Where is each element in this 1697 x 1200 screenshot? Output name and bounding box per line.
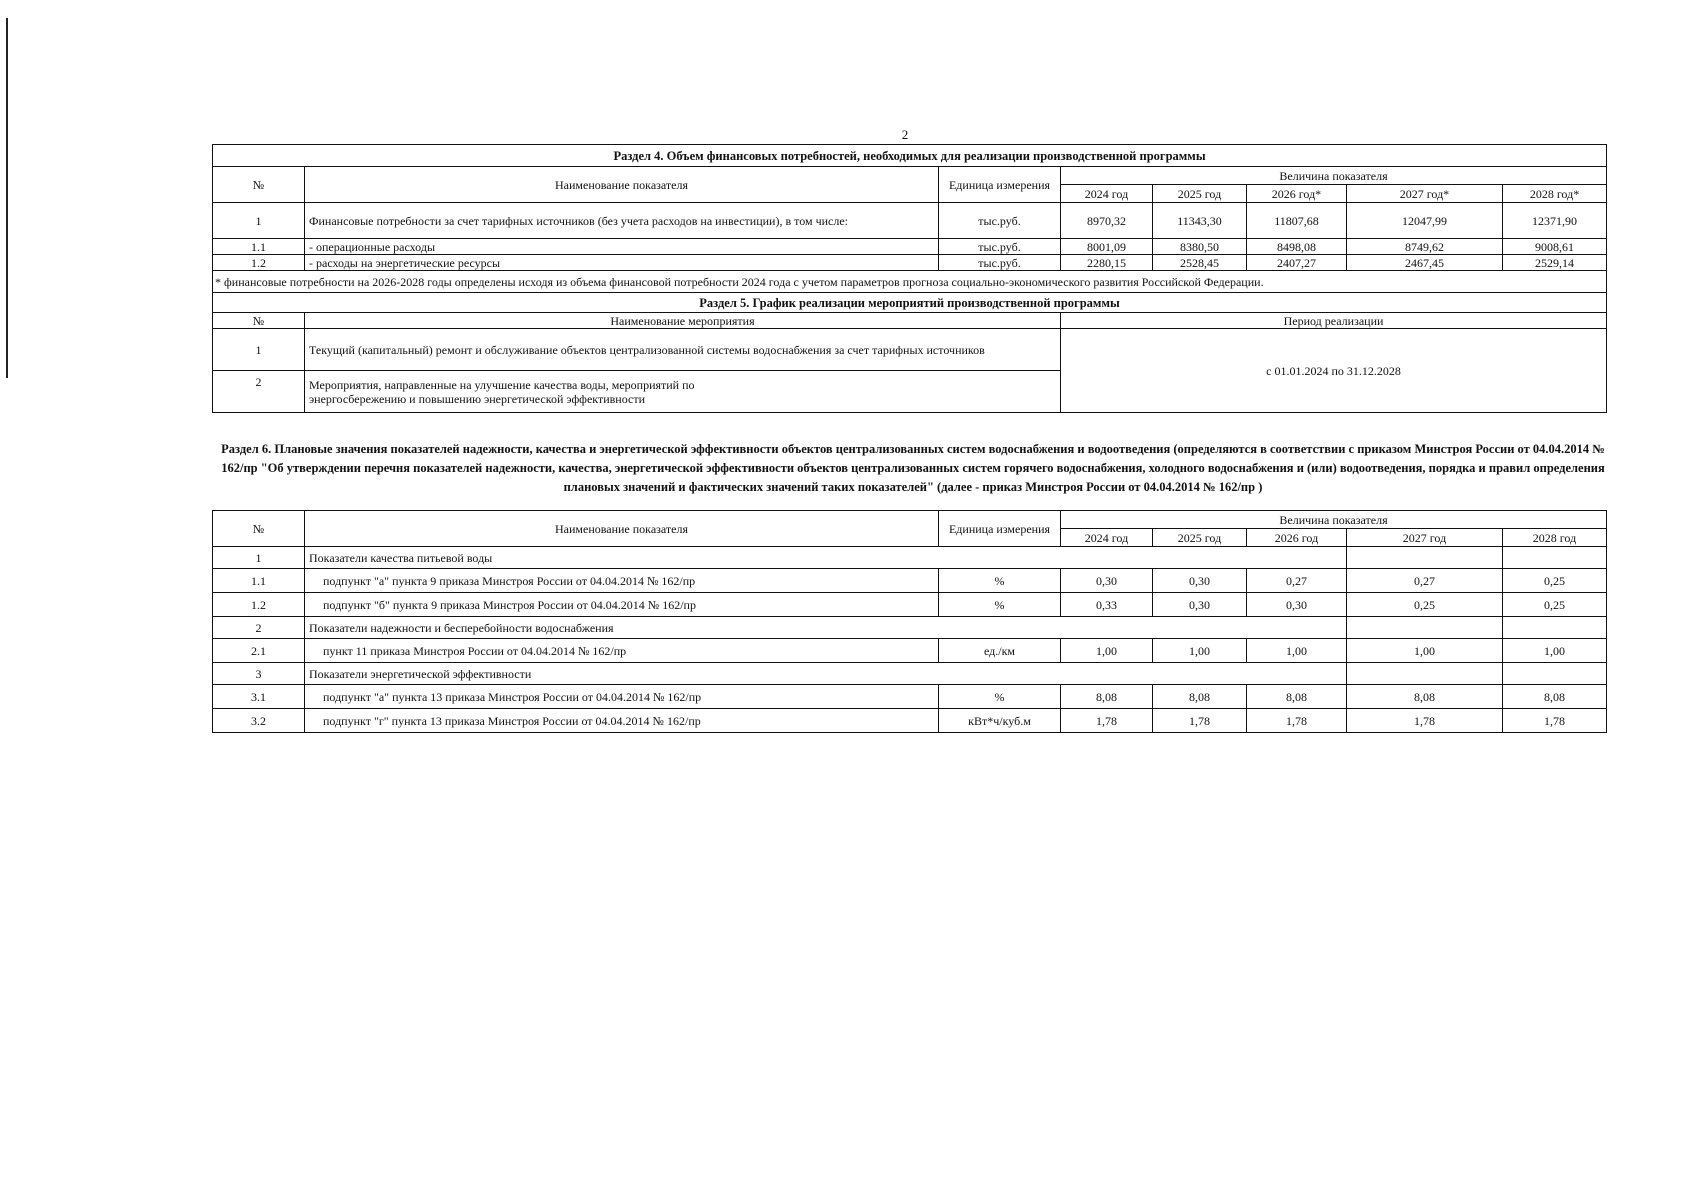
row-value: 11807,68 xyxy=(1247,203,1347,239)
row-num: 1 xyxy=(213,203,305,239)
section4-year: 2024 год xyxy=(1061,185,1153,203)
empty-cell xyxy=(1347,617,1503,639)
empty-cell xyxy=(1347,547,1503,569)
group-row xyxy=(213,663,1607,685)
section4-year: 2028 год* xyxy=(1503,185,1607,203)
row-value: 2528,45 xyxy=(1153,255,1247,271)
group-name: Показатели надежности и бесперебойности водоснабжения xyxy=(305,617,1347,639)
row-value: 0,27 xyxy=(1247,569,1347,593)
row-num: 1 xyxy=(213,329,305,371)
row-value: 1,78 xyxy=(1061,709,1153,733)
section6-year: 2026 год xyxy=(1247,529,1347,547)
row-value: 2407,27 xyxy=(1247,255,1347,271)
table-row xyxy=(213,239,1607,255)
section5-header-name: Наименование мероприятия xyxy=(305,313,1061,329)
row-unit: % xyxy=(939,593,1061,617)
group-name: Показатели энергетической эффективности xyxy=(305,663,1347,685)
empty-cell xyxy=(1503,663,1607,685)
row-name: подпункт "а" пункта 9 приказа Минстроя России от 04.04.2014 № 162/пр xyxy=(305,569,939,593)
row-value: 0,33 xyxy=(1061,593,1153,617)
empty-cell xyxy=(1503,547,1607,569)
row-unit: тыс.руб. xyxy=(939,203,1061,239)
row-num: 2 xyxy=(213,371,305,413)
section4-year: 2027 год* xyxy=(1347,185,1503,203)
row-value: 8380,50 xyxy=(1153,239,1247,255)
row-value: 0,30 xyxy=(1153,593,1247,617)
row-num: 3.2 xyxy=(213,709,305,733)
group-row xyxy=(213,617,1607,639)
table-row xyxy=(213,639,1607,663)
group-num: 3 xyxy=(213,663,305,685)
section6-header-name: Наименование показателя xyxy=(305,511,939,547)
row-unit: ед./км xyxy=(939,639,1061,663)
row-value: 1,00 xyxy=(1247,639,1347,663)
group-num: 1 xyxy=(213,547,305,569)
section4-header-name: Наименование показателя xyxy=(305,167,939,203)
row-value: 1,78 xyxy=(1153,709,1247,733)
row-unit: тыс.руб. xyxy=(939,239,1061,255)
group-row xyxy=(213,547,1607,569)
row-num: 2.1 xyxy=(213,639,305,663)
row-value: 2467,45 xyxy=(1347,255,1503,271)
row-value: 1,00 xyxy=(1153,639,1247,663)
row-name: - операционные расходы xyxy=(305,239,939,255)
row-value: 0,25 xyxy=(1503,593,1607,617)
row-name: пункт 11 приказа Минстроя России от 04.04.2014 № 162/пр xyxy=(305,639,939,663)
table-row xyxy=(213,569,1607,593)
row-name: подпункт "б" пункта 9 приказа Минстроя России от 04.04.2014 № 162/пр xyxy=(305,593,939,617)
row-value: 2280,15 xyxy=(1061,255,1153,271)
row-num: 1.1 xyxy=(213,239,305,255)
row-value: 1,78 xyxy=(1347,709,1503,733)
section5-header-period: Период реализации xyxy=(1061,313,1607,329)
section6-header-num: № xyxy=(213,511,305,547)
empty-cell xyxy=(1503,617,1607,639)
row-name: Текущий (капитальный) ремонт и обслуживание объектов централизованной системы водоснабжения за счет тарифных источников xyxy=(305,329,1061,371)
row-value: 12371,90 xyxy=(1503,203,1607,239)
row-value: 0,30 xyxy=(1061,569,1153,593)
row-value: 8970,32 xyxy=(1061,203,1153,239)
section4-header-value: Величина показателя xyxy=(1061,167,1607,185)
group-num: 2 xyxy=(213,617,305,639)
table-row xyxy=(213,255,1607,271)
page-number: 2 xyxy=(901,127,909,142)
row-value: 8001,09 xyxy=(1061,239,1153,255)
section6-header-value: Величина показателя xyxy=(1061,511,1607,529)
row-name: - расходы на энергетические ресурсы xyxy=(305,255,939,271)
row-value: 12047,99 xyxy=(1347,203,1503,239)
section6-title: Раздел 6. Плановые значения показателей надежности, качества и энергетической эффективности объектов централизованных систем водоснабжения и водоотведения (определяются в соответствии с приказом Минстроя России от 04.04.2014 № 162/пр "Об утверждении перечня показателей надежности, качества, энергетической эффективности объектов централизованных систем горячего водоснабжения, холодного водоснабжения и (или) водоотведения, порядка и правил определения плановых значений и фактических значений таких показателей" (далее - приказ Минстроя России от 04.04.2014 № 162/пр ) xyxy=(221,442,1605,494)
row-value: 8,08 xyxy=(1503,685,1607,709)
group-name: Показатели качества питьевой воды xyxy=(305,547,1347,569)
row-unit: тыс.руб. xyxy=(939,255,1061,271)
section4-header-unit: Единица измерения xyxy=(939,167,1061,203)
row-unit: кВт*ч/куб.м xyxy=(939,709,1061,733)
row-value: 8,08 xyxy=(1061,685,1153,709)
row-value: 11343,30 xyxy=(1153,203,1247,239)
section5-title: Раздел 5. График реализации мероприятий производственной программы xyxy=(213,293,1607,313)
row-value: 1,78 xyxy=(1503,709,1607,733)
row-value: 9008,61 xyxy=(1503,239,1607,255)
row-value: 1,00 xyxy=(1503,639,1607,663)
empty-cell xyxy=(1347,663,1503,685)
row-value: 0,25 xyxy=(1503,569,1607,593)
row-name: подпункт "г" пункта 13 приказа Минстроя России от 04.04.2014 № 162/пр xyxy=(305,709,939,733)
table-row xyxy=(213,709,1607,733)
row-name: Финансовые потребности за счет тарифных источников (без учета расходов на инвестиции), в том числе: xyxy=(305,203,939,239)
section6-table xyxy=(212,510,1607,733)
row-value: 2529,14 xyxy=(1503,255,1607,271)
section6-year: 2027 год xyxy=(1347,529,1503,547)
section6-year: 2028 год xyxy=(1503,529,1607,547)
row-value: 1,78 xyxy=(1247,709,1347,733)
section6-year: 2025 год xyxy=(1153,529,1247,547)
row-value: 1,00 xyxy=(1061,639,1153,663)
row-value: 0,27 xyxy=(1347,569,1503,593)
section4-footnote: * финансовые потребности на 2026-2028 годы определены исходя из объема финансовой потребности 2024 года с учетом параметров прогноза социально-экономического развития Российской Федерации. xyxy=(213,271,1607,293)
row-num: 3.1 xyxy=(213,685,305,709)
row-num: 1.2 xyxy=(213,255,305,271)
section6-header-unit: Единица измерения xyxy=(939,511,1061,547)
scan-edge-line xyxy=(6,18,8,378)
row-unit: % xyxy=(939,685,1061,709)
row-value: 0,30 xyxy=(1247,593,1347,617)
row-unit: % xyxy=(939,569,1061,593)
row-value: 8749,62 xyxy=(1347,239,1503,255)
row-value: 8,08 xyxy=(1247,685,1347,709)
section4-year: 2026 год* xyxy=(1247,185,1347,203)
section4-section5-table xyxy=(212,144,1607,413)
row-num: 1.2 xyxy=(213,593,305,617)
row-value: 1,00 xyxy=(1347,639,1503,663)
section5-header-num: № xyxy=(213,313,305,329)
section4-header-num: № xyxy=(213,167,305,203)
row-name: Мероприятия, направленные на улучшение качества воды, мероприятий по энергосбережению и повышению энергетической эффективности xyxy=(305,371,1061,413)
row-num: 1.1 xyxy=(213,569,305,593)
table-row xyxy=(213,329,1607,371)
table-row xyxy=(213,203,1607,239)
section4-year: 2025 год xyxy=(1153,185,1247,203)
section4-title: Раздел 4. Объем финансовых потребностей, необходимых для реализации производственной программы xyxy=(213,145,1607,167)
row-value: 0,30 xyxy=(1153,569,1247,593)
row-value: 8,08 xyxy=(1153,685,1247,709)
table-row xyxy=(213,593,1607,617)
section6-year: 2024 год xyxy=(1061,529,1153,547)
row-name: подпункт "а" пункта 13 приказа Минстроя России от 04.04.2014 № 162/пр xyxy=(305,685,939,709)
table-row xyxy=(213,685,1607,709)
row-value: 8,08 xyxy=(1347,685,1503,709)
row-value: 0,25 xyxy=(1347,593,1503,617)
section5-period: с 01.01.2024 по 31.12.2028 xyxy=(1061,329,1607,413)
row-value: 8498,08 xyxy=(1247,239,1347,255)
